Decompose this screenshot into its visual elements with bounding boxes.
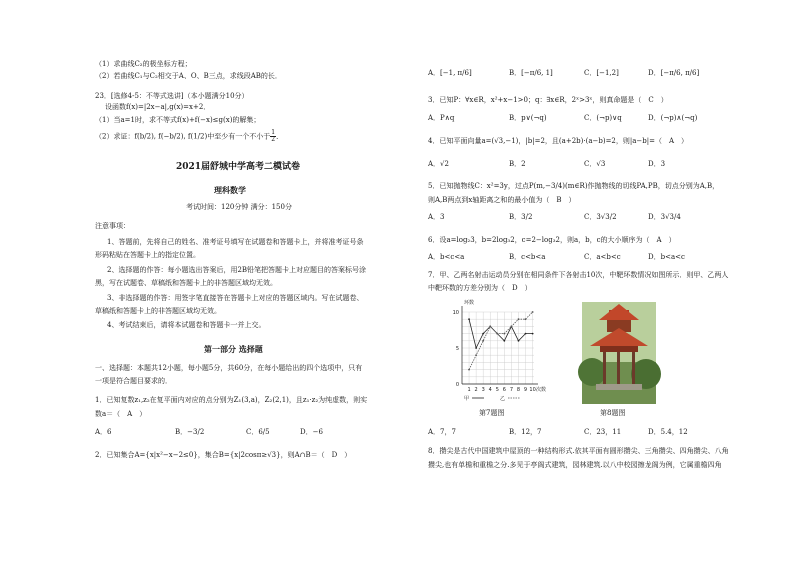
q6-option-c: C．a<b<c <box>584 253 621 261</box>
q3-option-a: A．P∧q <box>428 114 455 122</box>
question-8-cont: 攒尖,也有单檐和重檐之分.多见于亭阁式建筑，园林建筑.以八中校园擦龙阁为例，它属重檐四角 <box>428 461 722 469</box>
note-line: 1、答题前，先将自己的姓名、准考证号填写在试题卷和答题卡上，并将准考证号条 <box>107 238 364 246</box>
legend-label-jia: 甲 <box>464 396 470 402</box>
q6-option-a: A．b<c<a <box>428 253 465 261</box>
y-tick-label: 0 <box>455 382 459 388</box>
x-tick-label: 3 <box>481 387 485 393</box>
data-point <box>482 333 484 335</box>
x-tick-label: 1 <box>467 387 471 393</box>
x-tick-label: 5 <box>495 387 499 393</box>
q5-option-d: D．3√3/4 <box>648 213 681 221</box>
q4-option-a: A．√2 <box>428 160 449 168</box>
q2-option-b: B．[−π/6, 1] <box>509 69 553 77</box>
data-point <box>475 347 477 349</box>
data-point <box>532 311 534 313</box>
figure-8-pavilion-image <box>582 302 656 404</box>
q2-option-c: C．[−1,2] <box>584 69 619 77</box>
subject-title: 理科数学 <box>214 185 246 195</box>
q1-option-b: B．−3/2 <box>175 428 205 436</box>
legend-label-yi: 乙 <box>500 396 506 402</box>
data-point <box>511 326 513 328</box>
q6-option-b: B．c<b<a <box>509 253 546 261</box>
prev-question-part2: （2）若曲线C₁与C₂相交于A、O、B三点，求线段AB的长． <box>95 72 282 80</box>
chart-axes <box>462 306 538 384</box>
y-axis-label: 环数 <box>464 300 475 306</box>
q3-option-d: D．(¬p)∧(¬q) <box>648 114 698 122</box>
q3-option-c: C．(¬p)∨q <box>584 114 622 122</box>
data-point <box>525 318 527 320</box>
x-axis-label: 次数 <box>536 387 547 393</box>
x-tick-label: 9 <box>523 387 528 393</box>
y-tick-label: 10 <box>452 310 459 316</box>
data-point <box>482 340 484 342</box>
q1-option-a: A．6 <box>95 428 112 436</box>
x-tick-label: 8 <box>516 387 521 393</box>
note-line: 黑，写在试题卷、草稿纸和答题卡上的非答题区域均无效。 <box>95 279 277 287</box>
note-line: 3、非选择题的作答：用签字笔直接答在答题卡上对应的答题区域内。写在试题卷、 <box>107 294 364 302</box>
x-tick-label: 4 <box>488 387 492 393</box>
y-tick-label: 5 <box>455 346 459 352</box>
data-point <box>489 326 491 328</box>
question-2: 2．已知集合A={x|x²−x−2≤0}，集合B={x|2cosπ≥√3}，则A∩B＝（ D ） <box>95 451 352 459</box>
q7-option-c: C．23，11 <box>584 428 622 436</box>
q23-part2: （2）求证：f(b/2), f(−b/2), f(1/2)中至少有一个不小于 $\frac{1}{2}$ ． <box>95 129 284 143</box>
data-point <box>475 354 477 356</box>
note-line: 4、考试结束后，请将本试题卷和答题卡一并上交。 <box>107 321 266 329</box>
data-point <box>468 318 470 320</box>
q5-option-a: A．3 <box>428 213 445 221</box>
q7-option-d: D．5.4，12 <box>648 428 688 436</box>
q4-option-b: B．2 <box>509 160 526 168</box>
figure-7-caption: 第7题图 <box>479 409 505 417</box>
q2-option-d: D．[−π/6, π/6] <box>648 69 700 77</box>
prev-question-part1: （1）求曲线C₂的极坐标方程； <box>95 60 192 68</box>
q5-option-c: C．3√3/2 <box>584 213 617 221</box>
question-5-cont: 则A,B两点到x轴距离之和的最小值为（ B ） <box>428 196 576 204</box>
note-line: 形码粘贴在答题卡上的指定位置。 <box>95 251 200 259</box>
data-point <box>532 333 534 335</box>
question-8: 8．攒尖是古代中国建筑中屋顶的一种结构形式.依其平面有圆形攒尖、三角攒尖、四角攒尖、八角 <box>428 447 729 455</box>
question-1: 1．已知复数z₁,z₂在复平面内对应的点分别为Z₁(3,a)，Z₂(2,1)，且z₁·z₂为纯虚数，则实 <box>95 396 368 404</box>
x-tick-label: 2 <box>474 387 478 393</box>
question-1-answer: 数a＝（ A ） <box>95 410 147 418</box>
q1-option-c: C．6/5 <box>246 428 270 436</box>
q23-given: 设函数f(x)=|2x−a|,g(x)=x+2． <box>105 103 211 111</box>
x-tick-label: 7 <box>509 387 514 393</box>
section-one-instructions-cont: 一项是符合题目要求的． <box>95 377 172 385</box>
note-line: 2、选择题的作答：每小题选出答案后，用2B铅笔把答题卡上对应题目的答案标号涂 <box>107 266 367 274</box>
q7-option-b: B．12，7 <box>509 428 542 436</box>
q1-option-d: D．−6 <box>300 428 323 436</box>
q23-part1: （1）当a=1时，求不等式f(x)+f(−x)≤g(x)的解集； <box>95 116 261 124</box>
q4-option-c: C．√3 <box>584 160 606 168</box>
question-3: 3．已知P：∀x∈R，x²+x−1>0；q：∃x∈R，2ˣ>3ˣ，则真命题是（ C ） <box>428 96 668 104</box>
figure-7-chart <box>450 296 547 408</box>
question-7: 7．甲、乙两名射击运动员分别在相同条件下各射击10次，中靶环数情况如图所示．则甲、乙两人 <box>428 271 729 279</box>
q4-option-d: D．3 <box>648 160 666 168</box>
right-column <box>397 0 794 562</box>
data-point <box>503 340 505 342</box>
question-5: 5．已知抛物线C：x²=3y，过点P(m,−3/4)(m∈R)作抛物线的切线PA,PB，切点分别为A,B， <box>428 182 720 190</box>
data-point <box>525 333 527 335</box>
data-point <box>518 340 520 342</box>
x-tick-label: 6 <box>502 387 506 393</box>
q7-option-a: A．7，7 <box>428 428 456 436</box>
question-6: 6．设a=log₂3，b=2log₃2，c=2−log₃2，则a，b，c的大小顺序为（ A ） <box>428 236 676 244</box>
figure-8-caption: 第8题图 <box>600 409 626 417</box>
data-point <box>518 318 520 320</box>
data-point <box>468 369 470 371</box>
fraction-one-half: $\frac{1}{2}$ <box>271 129 276 143</box>
q3-option-b: B．p∨(¬q) <box>509 114 547 122</box>
chart-labels <box>453 299 546 402</box>
data-point <box>496 333 498 335</box>
part-one-heading: 第一部分 选择题 <box>204 344 263 354</box>
note-line: 草稿纸和答题卡上的非答题区域均无效。 <box>95 307 221 315</box>
q6-option-d: D．b<a<c <box>648 253 685 261</box>
q2-option-a: A．[−1, π/6] <box>428 69 472 77</box>
q5-option-b: B．3/2 <box>509 213 533 221</box>
section-one-instructions: 一、选择题：本题共12小题，每小题5分，共60分，在每小题给出的四个选项中，只有 <box>95 364 363 372</box>
chart-grid <box>462 312 534 384</box>
question-7-cont: 中靶环数的方差分别为（ D ） <box>428 284 532 292</box>
data-point <box>503 333 505 335</box>
q23-heading: 23．[选修4-5：不等式选讲]（本小题满分10分） <box>95 92 249 100</box>
notes-heading: 注意事项： <box>95 222 130 230</box>
question-4: 4．已知平面向量a=(√3,−1)，|b|=2，且(a+2b)·(a−b)=2，则|a−b|=（ A ） <box>428 137 689 145</box>
x-tick-label: 10 <box>529 387 536 393</box>
exam-time-info: 考试时间：120分钟 满分：150分 <box>186 203 292 211</box>
exam-title: 2021届舒城中学高考二模试卷 <box>176 162 301 172</box>
